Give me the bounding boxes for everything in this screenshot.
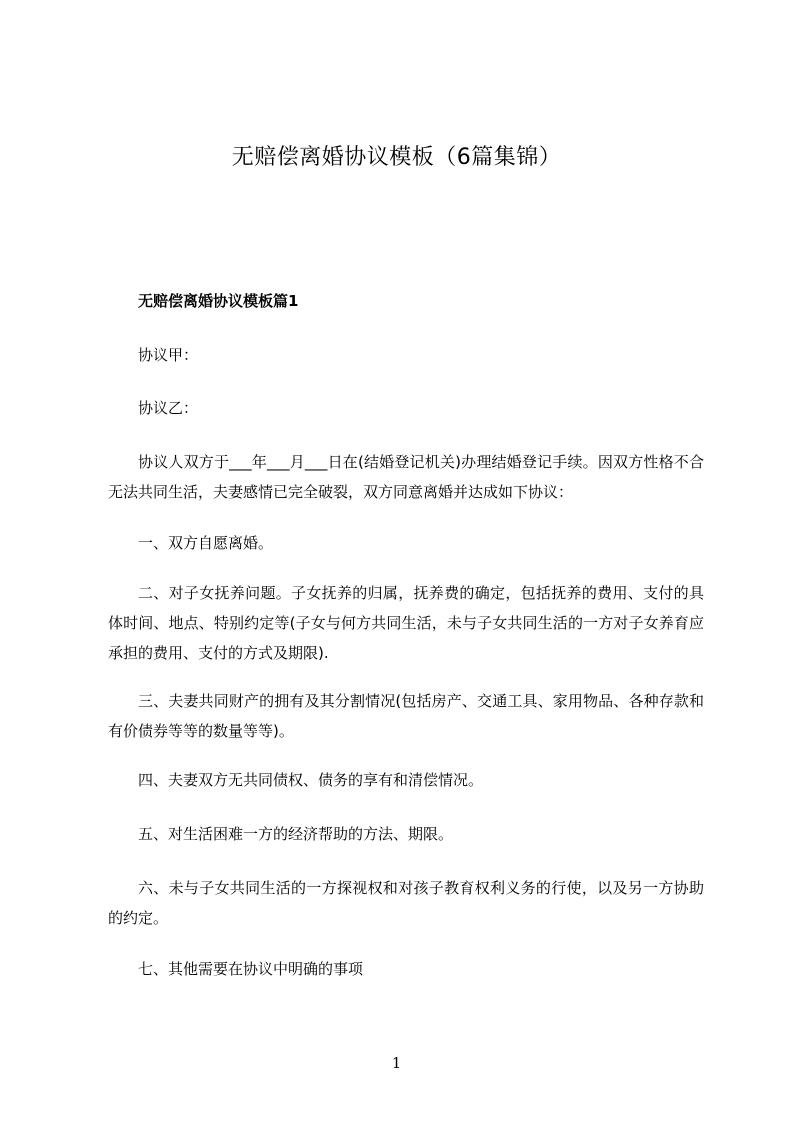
intro-paragraph: 协议人双方于___年___月___日在(结婚登记机关)办理结婚登记手续。因双方性格不合无法共同生活，夫妻感情已完全破裂，双方同意离婚并达成如下协议：: [108, 453, 704, 501]
section-heading: 无赔偿离婚协议模板篇1: [138, 292, 299, 310]
clause-2: 二、对子女抚养问题。子女抚养的归属，抚养费的确定，包括抚养的费用、支付的具体时间、地点、特别约定等(子女与何方共同生活，未与子女共同生活的一方对子女养育应承担的费用、支付的方式及期限).: [108, 584, 704, 662]
clause-6: 六、未与子女共同生活的一方探视权和对孩子教育权利义务的行使，以及另一方协助的约定。: [108, 879, 704, 927]
clause-3: 三、夫妻共同财产的拥有及其分割情况(包括房产、交通工具、家用物品、各种存款和有价债券等等的数量等等)。: [108, 692, 704, 740]
clause-1: 一、双方自愿离婚。: [138, 534, 274, 552]
party-a-label: 协议甲：: [138, 346, 199, 364]
clause-7: 七、其他需要在协议中明确的事项: [138, 960, 364, 978]
clause-4: 四、夫妻双方无共同债权、债务的享有和清偿情况。: [138, 771, 484, 789]
document-title: 无赔偿离婚协议模板（6篇集锦）: [231, 145, 562, 170]
party-b-label: 协议乙：: [138, 399, 199, 417]
page-number: 1: [391, 1054, 402, 1072]
clause-5: 五、对生活困难一方的经济帮助的方法、期限。: [138, 825, 454, 843]
